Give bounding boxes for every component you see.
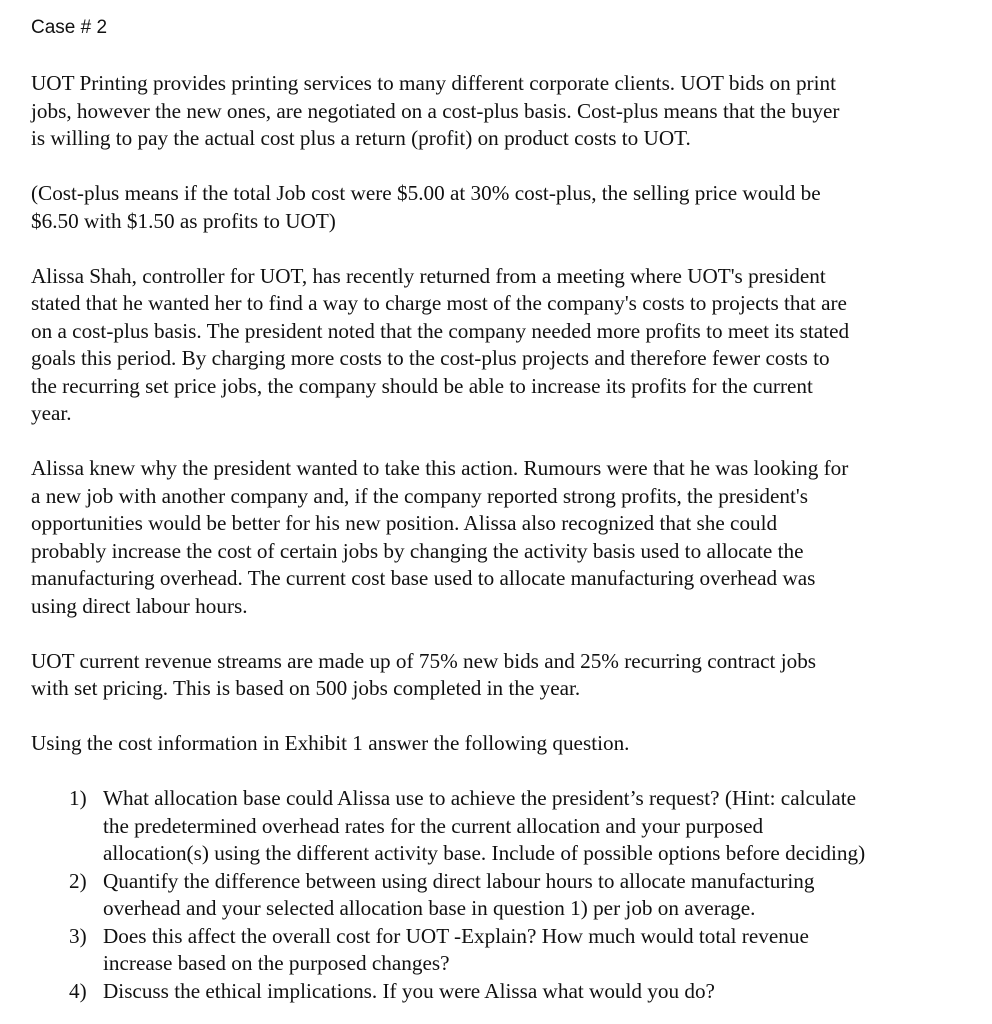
question-number: 3) (69, 923, 87, 948)
question-item (69, 868, 966, 923)
text-line: (Cost-plus means if the total Job cost were $5.00 at 30% cost-plus, the selling price would be (31, 181, 821, 205)
question-number: 2) (69, 868, 87, 893)
question-item (69, 785, 966, 868)
text-line: on a cost-plus basis. The president noted that the company needed more profits to meet its stated (31, 318, 850, 343)
question-number: 4) (69, 978, 87, 1003)
cost-plus-example-paragraph (31, 180, 966, 235)
text-line: jobs, however the new ones, are negotiated on a cost-plus basis. Cost-plus means that the buyer (31, 98, 840, 123)
text-line: opportunities would be better for his new position. Alissa also recognized that she could (31, 511, 778, 535)
question-line: the predetermined overhead rates for the current allocation and your purposed (103, 813, 764, 838)
question-item (69, 978, 966, 1006)
text-line: UOT Printing provides printing services to many different corporate clients. UOT bids on print (31, 71, 836, 95)
question-item (69, 923, 966, 978)
revenue-streams-paragraph (31, 648, 966, 703)
text-line: year. (31, 401, 72, 425)
question-line: Does this affect the overall cost for UOT -Explain? How much would total revenue (103, 923, 809, 948)
case-body (31, 70, 966, 1005)
text-line: stated that he wanted her to find a way to charge most of the company's costs to projects that are (31, 291, 847, 315)
text-line: Alissa Shah, controller for UOT, has recently returned from a meeting where UOT's president (31, 263, 826, 288)
text-line: Alissa knew why the president wanted to take this action. Rumours were that he was looking for (31, 456, 849, 480)
text-line: with set pricing. This is based on 500 jobs completed in the year. (31, 676, 581, 700)
question-line: What allocation base could Alissa use to achieve the president’s request? (Hint: calculate (103, 786, 857, 810)
question-line: increase based on the purposed changes? (103, 951, 450, 975)
question-line: allocation(s) using the different activity base. Include of possible options before deciding) (103, 841, 866, 865)
case-title: Case # 2 (31, 17, 108, 38)
text-line: manufacturing overhead. The current cost base used to allocate manufacturing overhead was (31, 566, 816, 590)
instruction-paragraph (31, 730, 966, 758)
question-line: overhead and your selected allocation base in question 1) per job on average. (103, 896, 756, 920)
question-number: 1) (69, 786, 87, 810)
text-line: UOT current revenue streams are made up of 75% new bids and 25% recurring contract jobs (31, 648, 817, 673)
text-line: probably increase the cost of certain jobs by changing the activity basis used to allocate the (31, 538, 804, 563)
text-line: is willing to pay the actual cost plus a return (profit) on product costs to UOT. (31, 126, 691, 150)
controller-paragraph (31, 263, 966, 428)
text-line: the recurring set price jobs, the company should be able to increase its profits for the current (31, 373, 813, 398)
text-line: goals this period. By charging more costs to the cost-plus projects and therefore fewer costs to (31, 346, 830, 370)
text-line: using direct labour hours. (31, 593, 248, 618)
question-line: Discuss the ethical implications. If you were Alissa what would you do? (103, 978, 715, 1003)
text-line: a new job with another company and, if the company reported strong profits, the president's (31, 483, 808, 508)
question-line: Quantify the difference between using direct labour hours to allocate manufacturing (103, 868, 815, 893)
text-line: Using the cost information in Exhibit 1 answer the following question. (31, 731, 630, 755)
text-line: $6.50 with $1.50 as profits to UOT) (31, 208, 336, 233)
question-list (31, 785, 966, 1005)
intro-paragraph (31, 70, 966, 153)
motivation-paragraph (31, 455, 966, 620)
